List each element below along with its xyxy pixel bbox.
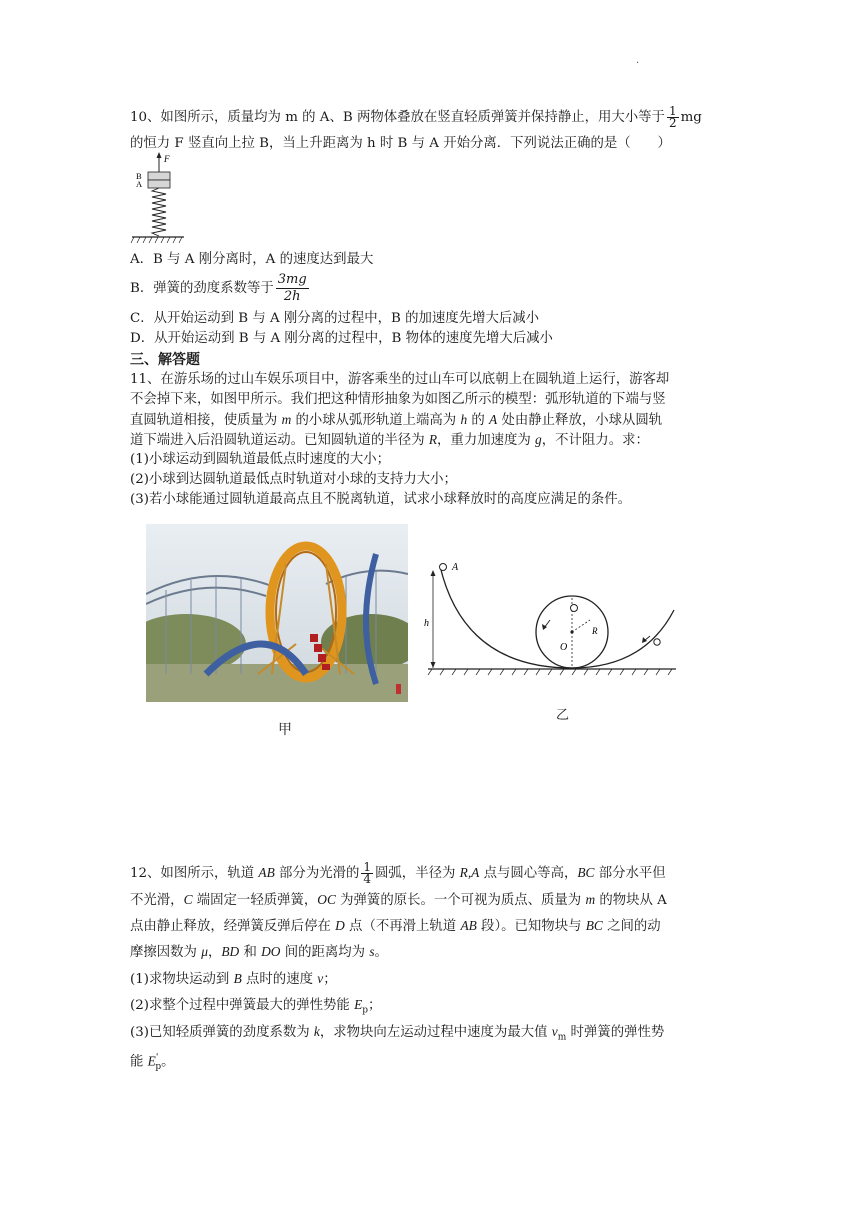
label-o: O	[560, 642, 568, 653]
block-a-label: A	[136, 179, 143, 189]
label-a: A	[452, 562, 459, 573]
q12-quarter-fraction: $\frac{1}{4}$	[363, 860, 372, 886]
q12-stem-line2: 不光滑，C 端固定一轻质弹簧，OC 为弹簧的原长。一个可视为质点、质量为 m 的物块从 A	[130, 892, 667, 908]
block-b	[148, 172, 170, 180]
q12-subquestion-1: (1)求物块运动到 B 点时的速度 v；	[130, 971, 337, 987]
q10-half-fraction: $\frac{1}{2}$	[668, 104, 677, 130]
q10-stiffness-fraction: $\frac{3mg}{2h}$	[277, 272, 307, 304]
q11-subquestion-3: (3)若小球能通过圆轨道最高点且不脱离轨道，试求小球释放时的高度应满足的条件。	[130, 492, 632, 507]
q12-stem-line4: 摩擦因数为 μ，BD 和 DO 间的距离均为 s。	[130, 944, 388, 960]
loop-track-diagram	[424, 550, 684, 700]
ball-on-ramp	[654, 639, 660, 645]
q10-option-a: A．B 与 A 刚分离时，A 的速度达到最大	[130, 252, 374, 267]
roller-coaster-photo	[146, 524, 408, 702]
arc-track	[440, 566, 674, 668]
ball-in-loop	[571, 605, 578, 612]
caption-figure-jia: 甲	[278, 722, 292, 738]
q11-stem-line2: 不会掉下来，如图甲所示。我们把这种情形抽象为如图乙所示的模型：弧形轨道的下端与竖	[130, 392, 666, 407]
header-dot: ·	[636, 58, 640, 69]
section-heading-3: 三、解答题	[130, 352, 200, 368]
q12-stem-line3: 点由静止释放，经弹簧反弹后停在 D 点（不再滑上轨道 AB 段）。已知物块与 BC 之间的动	[130, 918, 661, 934]
caption-figure-yi: 乙	[556, 708, 570, 723]
label-h: h	[424, 618, 429, 629]
q10-stem-line1: 10、如图所示，质量均为 m 的 A、B 两物体叠放在竖直轻质弹簧并保持静止，用大小等于 $\frac{1}{2}$ mg	[130, 104, 702, 130]
q12-subquestion-2: (2)求整个过程中弹簧最大的弹性势能 $E_p$；	[130, 997, 382, 1016]
q11-stem-line4: 道下端进入后沿圆轨道运动。已知圆轨道的半径为 R，重力加速度为 g，不计阻力。求：	[130, 432, 649, 448]
block-b-label: B	[136, 171, 142, 181]
spring	[152, 188, 166, 236]
q12-subquestion-3: (3)已知轻质弹簧的劲度系数为 k，求物块向左运动过程中速度为最大值 $v_m$ 时弹簧的弹性势	[130, 1024, 665, 1043]
label-r: R	[592, 626, 598, 636]
block-a	[148, 180, 170, 188]
ball-at-a	[440, 564, 447, 571]
q11-subquestion-1: (1)小球运动到圆轨道最低点时速度的大小；	[130, 452, 390, 467]
q10-stem-line2: 的恒力 F 竖直向上拉 B，当上升距离为 h 时 B 与 A 开始分离．下列说法正确的是（ ）	[130, 136, 671, 151]
q10-option-b: B．弹簧的劲度系数等于 $\frac{3mg}{2h}$	[130, 272, 307, 304]
q12-stem-line1: 12、如图所示，轨道 AB 部分为光滑的 $\frac{1}{4}$ 圆弧，半径为 R,A 点与圆心等高，BC 部分水平但	[130, 860, 666, 886]
q11-subquestion-2: (2)小球到达圆轨道最低点时轨道对小球的支持力大小；	[130, 472, 457, 487]
q11-stem-line1: 11、在游乐场的过山车娱乐项目中，游客乘坐的过山车可以底朝上在圆轨道上运行，游客却	[130, 372, 670, 387]
force-label: F	[164, 154, 170, 164]
q11-stem-line3: 直圆轨道相接，使质量为 m 的小球从弧形轨道上端高为 h 的 A 处由静止释放，小球从圆轨	[130, 412, 663, 428]
q12-subquestion-3-cont: 能 $E'_p$。	[130, 1053, 175, 1073]
q10-option-c: C．从开始运动到 B 与 A 刚分离的过程中，B 的加速度先增大后减小	[130, 311, 540, 326]
spring-block-figure	[128, 152, 188, 248]
q10-option-d: D．从开始运动到 B 与 A 刚分离的过程中，B 物体的速度先增大后减小	[130, 331, 553, 346]
